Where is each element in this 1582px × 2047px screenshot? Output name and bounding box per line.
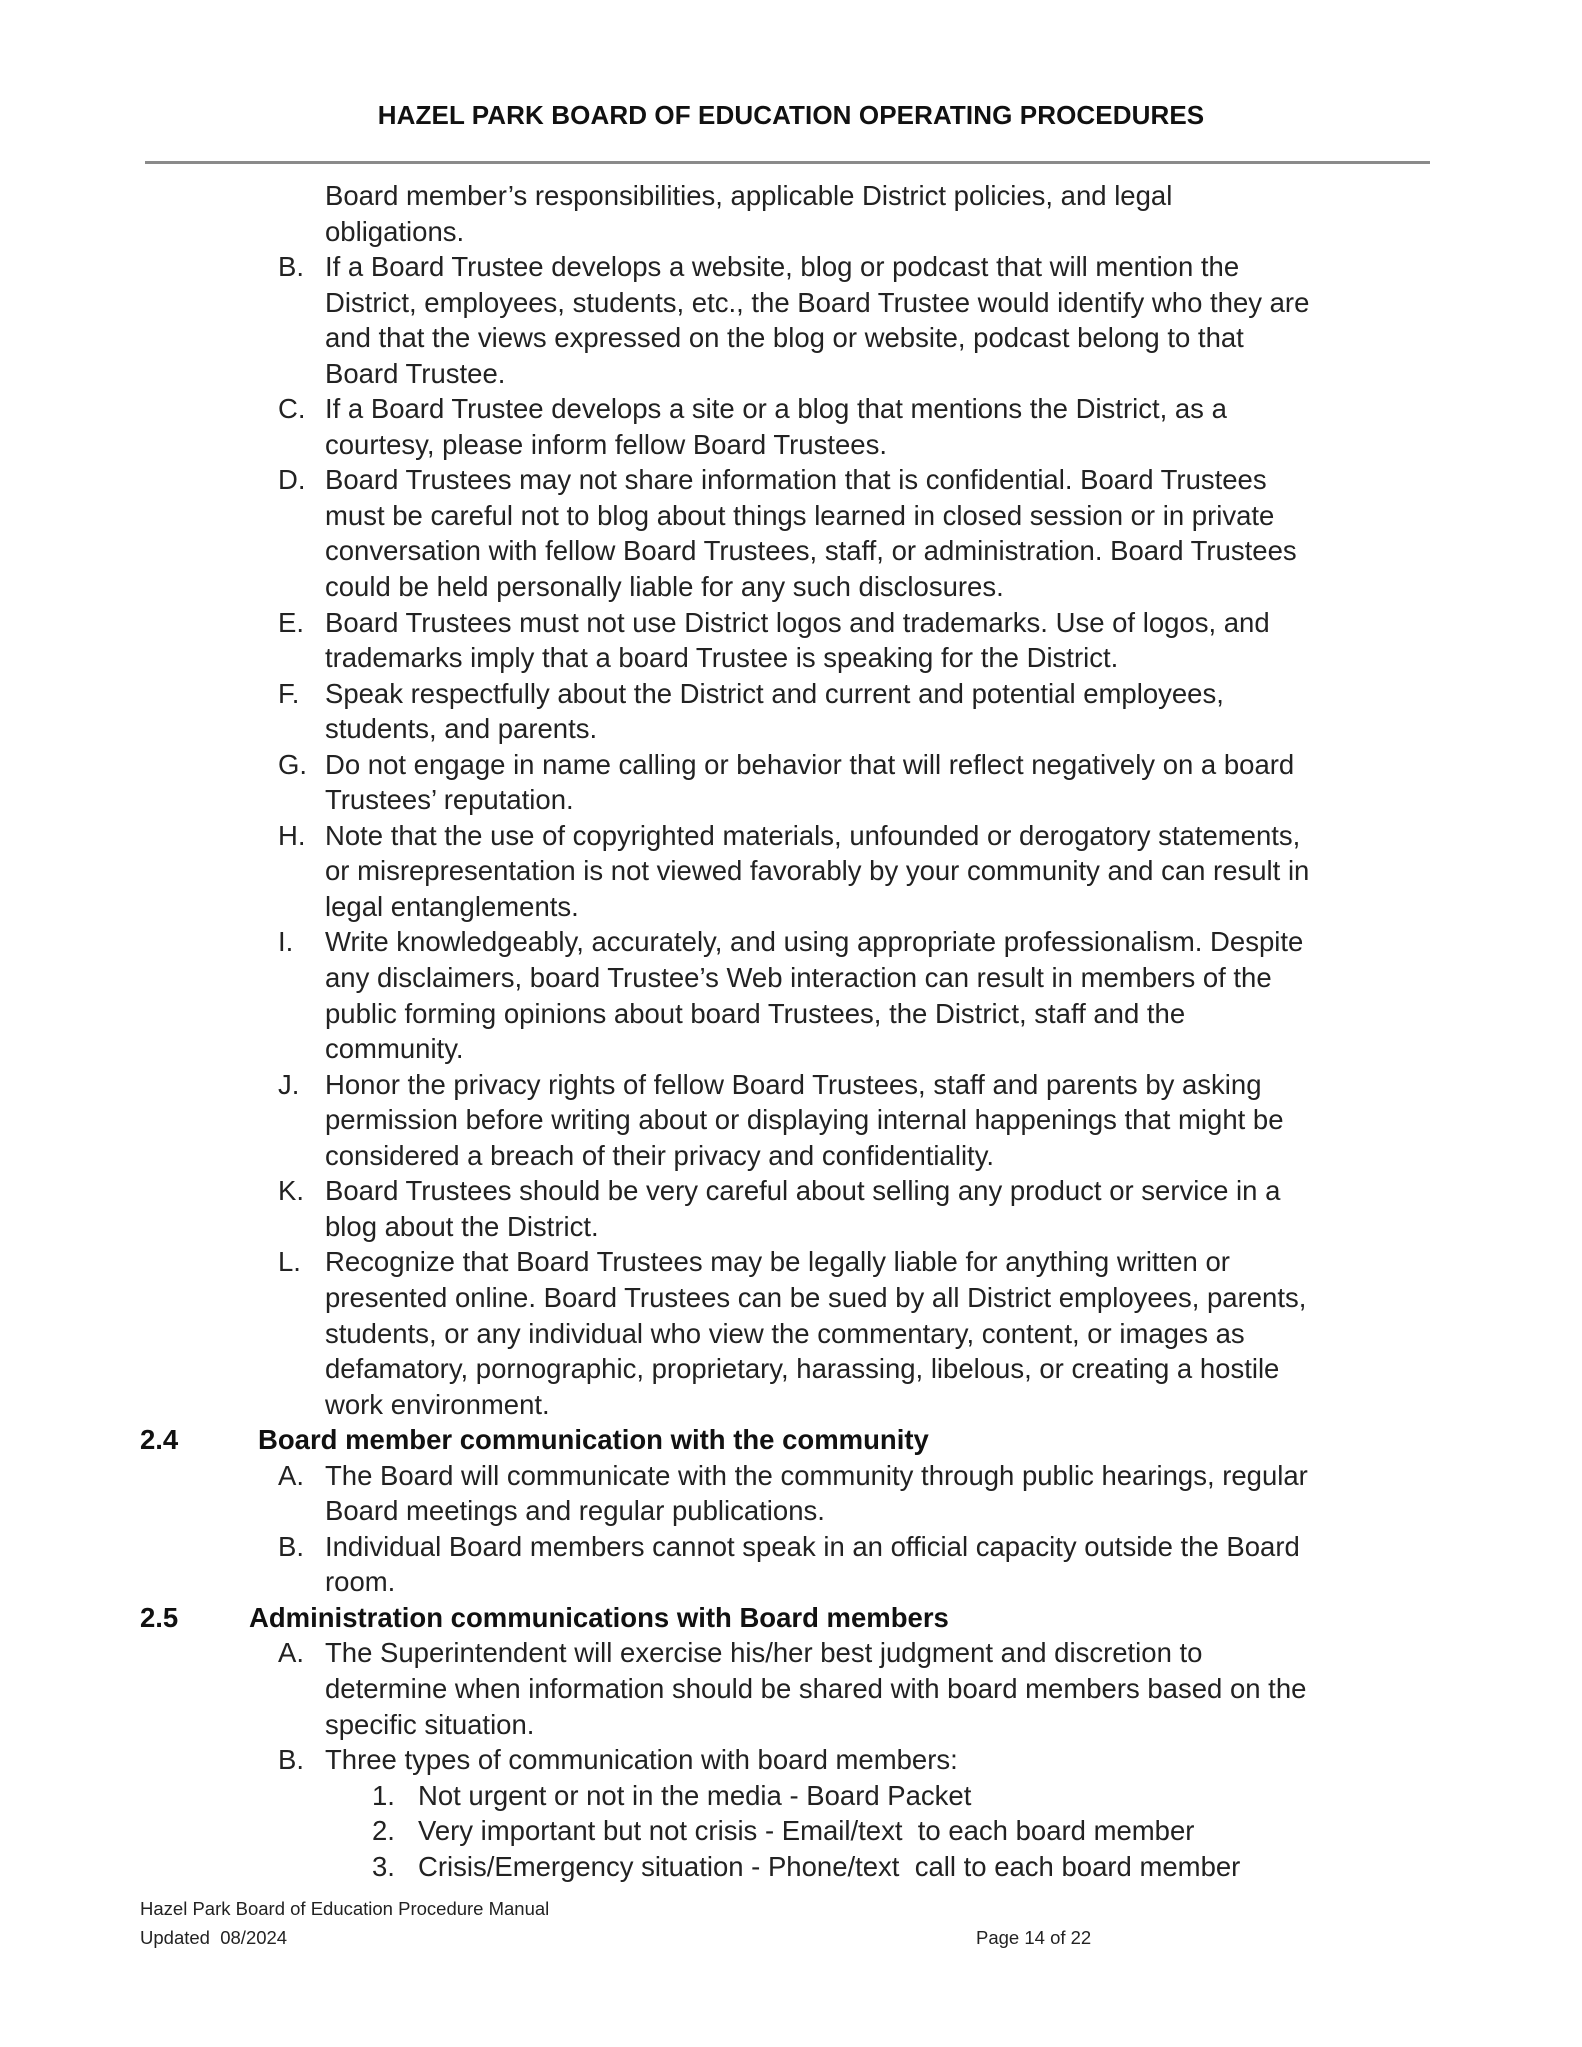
- list-item-h: H. Note that the use of copyrighted materials, unfounded or derogatory statements,: [0, 818, 1582, 854]
- list-item-k: K. Board Trustees should be very careful about selling any product or service in a: [0, 1173, 1582, 1209]
- item-letter: D.: [278, 464, 306, 496]
- section-title: Board member communication with the community: [258, 1424, 929, 1456]
- footer-page-number: Page 14 of 22: [976, 1927, 1092, 1948]
- header-divider: [145, 161, 1430, 164]
- footer-updated-date: Updated 08/2024: [140, 1927, 288, 1948]
- page-header-title: HAZEL PARK BOARD OF EDUCATION OPERATING PROCEDURES: [377, 100, 1205, 130]
- list-item-f: F. Speak respectfully about the District and current and potential employees,: [0, 676, 1582, 712]
- item-letter: H.: [278, 819, 306, 851]
- section-number: 2.4: [140, 1424, 179, 1456]
- continuation-line: Board member’s responsibilities, applicable District policies, and legal: [325, 180, 1173, 211]
- item-letter: A.: [278, 1459, 304, 1491]
- list-item-a: A. The Superintendent will exercise his/her best judgment and discretion to: [0, 1635, 1582, 1671]
- item-letter: F.: [278, 677, 300, 709]
- numbered-item-2: 2. Very important but not crisis - Email/text to each board member: [0, 1813, 1582, 1849]
- list-item-j: J. Honor the privacy rights of fellow Board Trustees, staff and parents by asking: [0, 1067, 1582, 1103]
- item-letter: B.: [278, 1530, 304, 1562]
- item-letter: B.: [278, 251, 304, 283]
- list-item-l: L. Recognize that Board Trustees may be legally liable for anything written or: [0, 1244, 1582, 1280]
- footer-manual-name: Hazel Park Board of Education Procedure Manual: [140, 1898, 550, 1919]
- item-letter: K.: [278, 1175, 304, 1207]
- list-item-b: B. Individual Board members cannot speak in an official capacity outside the Board: [0, 1529, 1582, 1565]
- item-letter: A.: [278, 1637, 304, 1669]
- item-number: 1.: [372, 1779, 395, 1811]
- section-heading-2-5: [0, 1600, 1582, 1636]
- item-letter: L.: [278, 1246, 301, 1278]
- section-heading-2-4: [0, 1422, 1582, 1458]
- item-letter: I.: [278, 926, 294, 958]
- list-item-i: I. Write knowledgeably, accurately, and using appropriate professionalism. Despite: [0, 924, 1582, 960]
- item-letter: J.: [278, 1068, 300, 1100]
- list-item-b: B. Three types of communication with board members:: [0, 1742, 1582, 1778]
- document-body: Board member’s responsibilities, applicable District policies, and legal obligations. B. If a Board Trustee develops a website, blog or podcast that will mention the District, employees, students, etc., the Board Trustee would identify who they are and that the views expressed on the blog or website, podcast belong to that Board Trustee. C. If a Board Trustee develops a site or a blog that mentions the District, as a courtesy, please inform fellow Board Trustees. D. Board Trustees may not share information that is confidential. Board Trustees must be careful not to blog about things learned in closed session or in private conversation with fellow Board Trustees, staff, or administration. Board Trustees could be held personally liable for any such disclosures. E. Board Trustees must not use District logos and trademarks. Use of logos, and trademarks imply that a board Trustee is speaking for the District. F. Speak respectfully about the District and current and potential employees, students, and parents. G. Do not engage in name calling or behavior that will reflect negatively on a board Trustees’ reputation. H. Note that the use of copyrighted materials, unfounded or derogatory statements, or misrepresentation is not viewed favorably by your community and can result in legal entanglements. I. Write knowledgeably, accurately, and using appropriate professionalism. Despite any disclaimers, board Trustee’s Web interaction can result in members of the public forming opinions about board Trustees, the District, staff and the community. J. Honor the privacy rights of fellow Board Trustees, staff and parents by asking permission before writing about or displaying internal happenings that might be considered a breach of their privacy and confidentiality. K. Board Trustees should be very careful about selling any product or service in a blog about the District. L. Recognize that Board Trustees may be legally liable for anything written or presented online. Board Trustees can be sued by all District employees, parents, students, or any individual who view the commentary, content, or images as defamatory, pornographic, proprietary, harassing, libelous, or creating a hostile work environment. 2.4 Board member communication with the community A. The Board will communicate with the community through public hearings, regular Board meetings and regular publications. B. Individual Board members cannot speak in an official capacity outside the Board room. 2.5 Administration communications with Board members A. The Superintendent will exercise his/her best judgment and discretion to determine when information should be shared with board members based on the specific situation. B. Three types of communication with board members: 1. Not urgent or not in the media - Board Packet 2. Very important but not crisis - Email/text to each board member 3. Crisis/Emergency situation - Phone/text call to each board member: [0, 178, 1582, 1884]
- continuation-line: obligations.: [325, 215, 465, 247]
- item-letter: B.: [278, 1744, 304, 1776]
- item-letter: C.: [278, 393, 306, 425]
- list-item-g: G. Do not engage in name calling or behavior that will reflect negatively on a board: [0, 747, 1582, 783]
- item-number: 3.: [372, 1850, 395, 1882]
- list-item-d: D. Board Trustees may not share information that is confidential. Board Trustees: [0, 462, 1582, 498]
- item-number: 2.: [372, 1815, 395, 1847]
- section-title: Administration communications with Board members: [249, 1601, 949, 1633]
- numbered-item-1: 1. Not urgent or not in the media - Board Packet: [0, 1778, 1582, 1814]
- item-letter: G.: [278, 748, 308, 780]
- numbered-item-3: 3. Crisis/Emergency situation - Phone/text call to each board member: [0, 1849, 1582, 1885]
- list-item-e: E. Board Trustees must not use District logos and trademarks. Use of logos, and: [0, 605, 1582, 641]
- list-item-b: B. If a Board Trustee develops a website, blog or podcast that will mention the: [0, 249, 1582, 285]
- section-number: 2.5: [140, 1601, 179, 1633]
- list-item-a: A. The Board will communicate with the community through public hearings, regular: [0, 1458, 1582, 1494]
- item-letter: E.: [278, 606, 304, 638]
- list-item-c: C. If a Board Trustee develops a site or a blog that mentions the District, as a: [0, 391, 1582, 427]
